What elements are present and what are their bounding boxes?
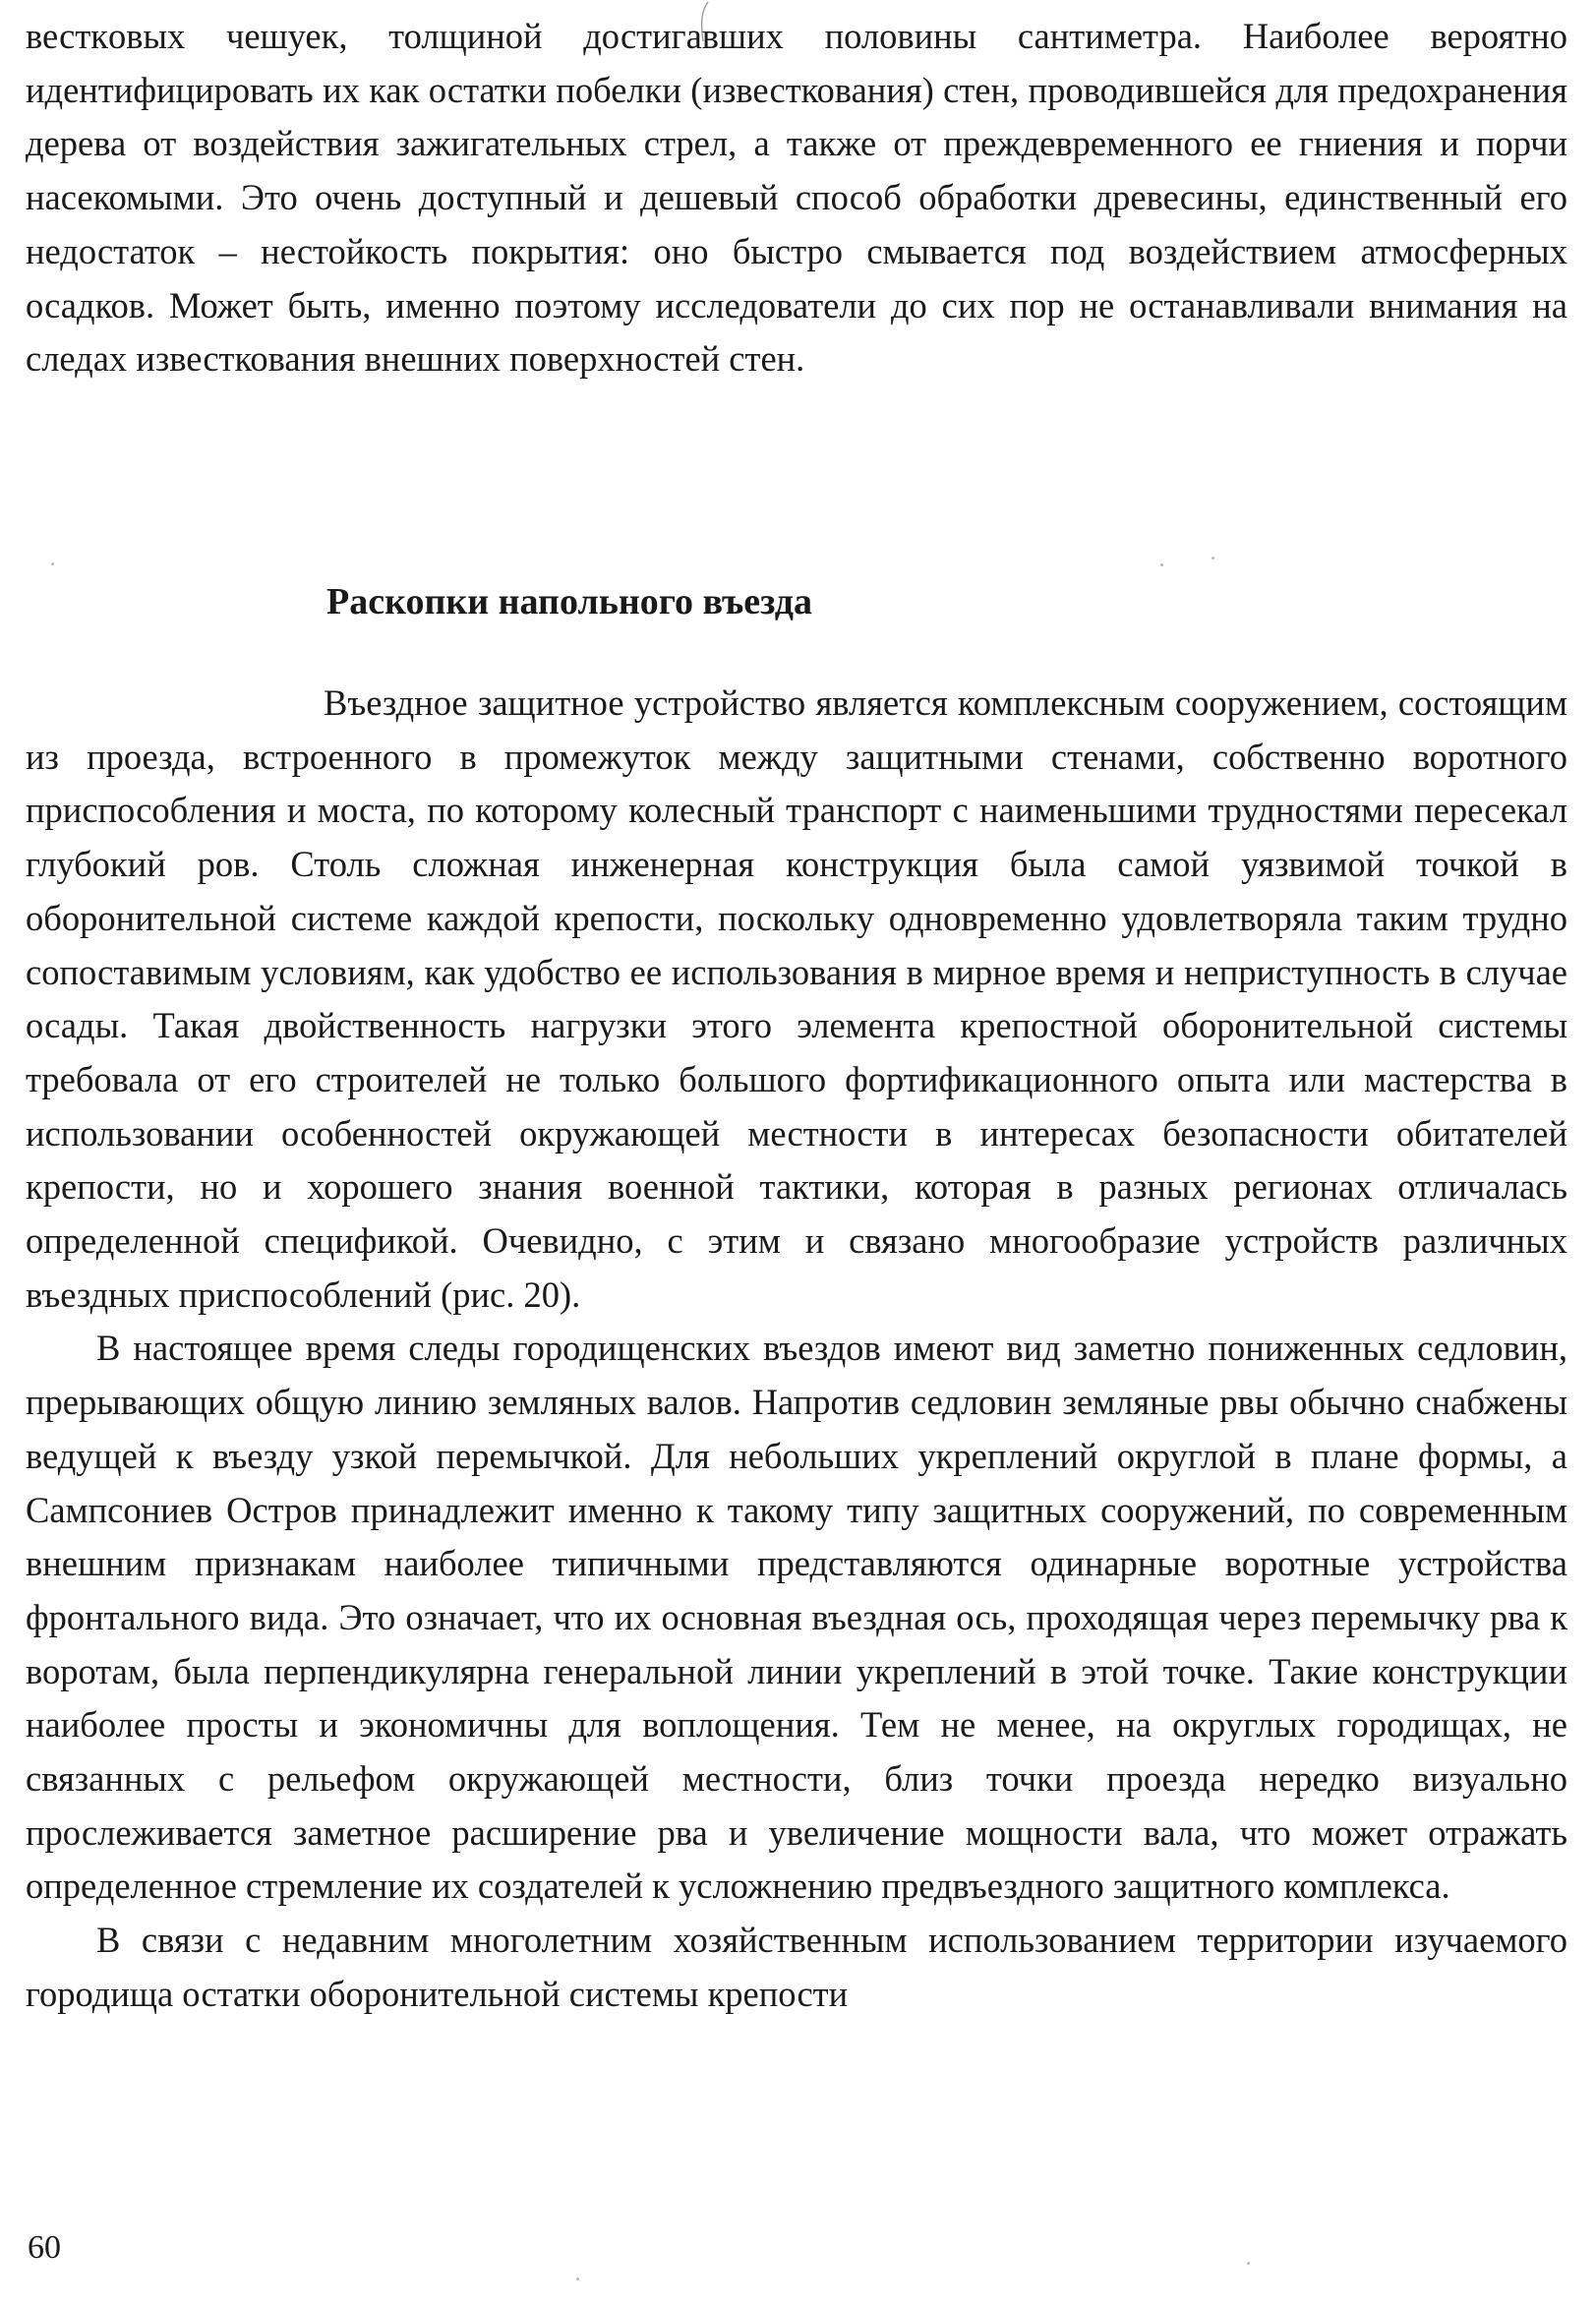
section-heading: Раскопки напольного въезда xyxy=(326,581,812,622)
paragraph-entrance-structure: Въездное защитное устройство является комплексным сооружением, состоящим из проезда, встроенного в промежуток между защитными стенами, собственно воротного приспособления и моста, по которому колесный транспорт с наименьшими трудностями пересекал глубокий ров. Столь сложная инженерная конструкция была самой уязвимой точкой в оборонительной системе каждой крепости, поскольку одновременно удовлетворяла таким трудно сопоставимым условиям, как удобство ее использования в мирное время и неприступность в случае осады. Такая двойственность нагрузки этого элемента крепостной оборонительной системы требовала от его строителей не только большого фортификационного опыта или мастерства в использовании особенностей окружающей местности в интересах безопасности обитателей крепости, но и хорошего знания военной тактики, которая в разных регионах отличалась определенной спецификой. Очевидно, с этим и связано многообразие устройств различных въездных приспособлений (рис. 20). xyxy=(26,682,1567,1315)
scan-speck xyxy=(1212,557,1214,560)
paragraph-current-traces: В настоящее время следы городищенских въездов имеют вид заметно пониженных седловин, прерывающих общую линию земляных валов. Напротив седловин земляные рвы обычно снабжены ведущей к въезду узкой перемычкой. Для небольших укреплений округлой в плане формы, а Сампсониев Остров принадлежит именно к такому типу защитных сооружений, по современным внешним признакам наиболее типичными представляются одинарные воротные устройства фронтального вида. Это означает, что их основная въездная ось, проходящая через перемычку рва к воротам, была перпендикулярна генеральной линии укреплений в этой точке. Такие конструкции наиболее просты и экономичны для воплощения. Тем не менее, на округлых городищах, не связанных с рельефом окружающей местности, близ точки проезда нередко визуально прослеживается заметное расширение рва и увеличение мощности вала, что может отражать определенное стремление их создателей к усложнению предвъездного защитного комплекса. xyxy=(26,1328,1567,1907)
scan-speck xyxy=(1247,2262,1250,2265)
page-number: 60 xyxy=(28,2229,61,2266)
paragraph-whitewash: весткoвых чешуек, толщиной достигавших половины сантиметра. Наиболее вероятно идентифицировать их как остатки побелки (известкования) стен, проводившейся для предохранения дерева от воздействия зажигательных стрел, а также от преждевременного ее гниения и порчи насекомыми. Это очень доступный и дешевый способ обработки древесины, единственный его недостаток – нестойкость покрытия: оно быстро смывается под воздействием атмосферных осадков. Может быть, именно поэтому исследователи до сих пор не останавливали внимания на следах известкования внешних поверхностей стен. xyxy=(26,16,1567,380)
scan-speck xyxy=(576,2278,579,2280)
scan-speck xyxy=(51,562,54,565)
section-body xyxy=(26,677,1567,2022)
scan-speck xyxy=(1160,563,1163,566)
paragraph-economic-use: В связи с недавним многолетним хозяйственным использованием территории изучаемого городища остатки оборонительной системы крепости xyxy=(26,1920,1567,2014)
